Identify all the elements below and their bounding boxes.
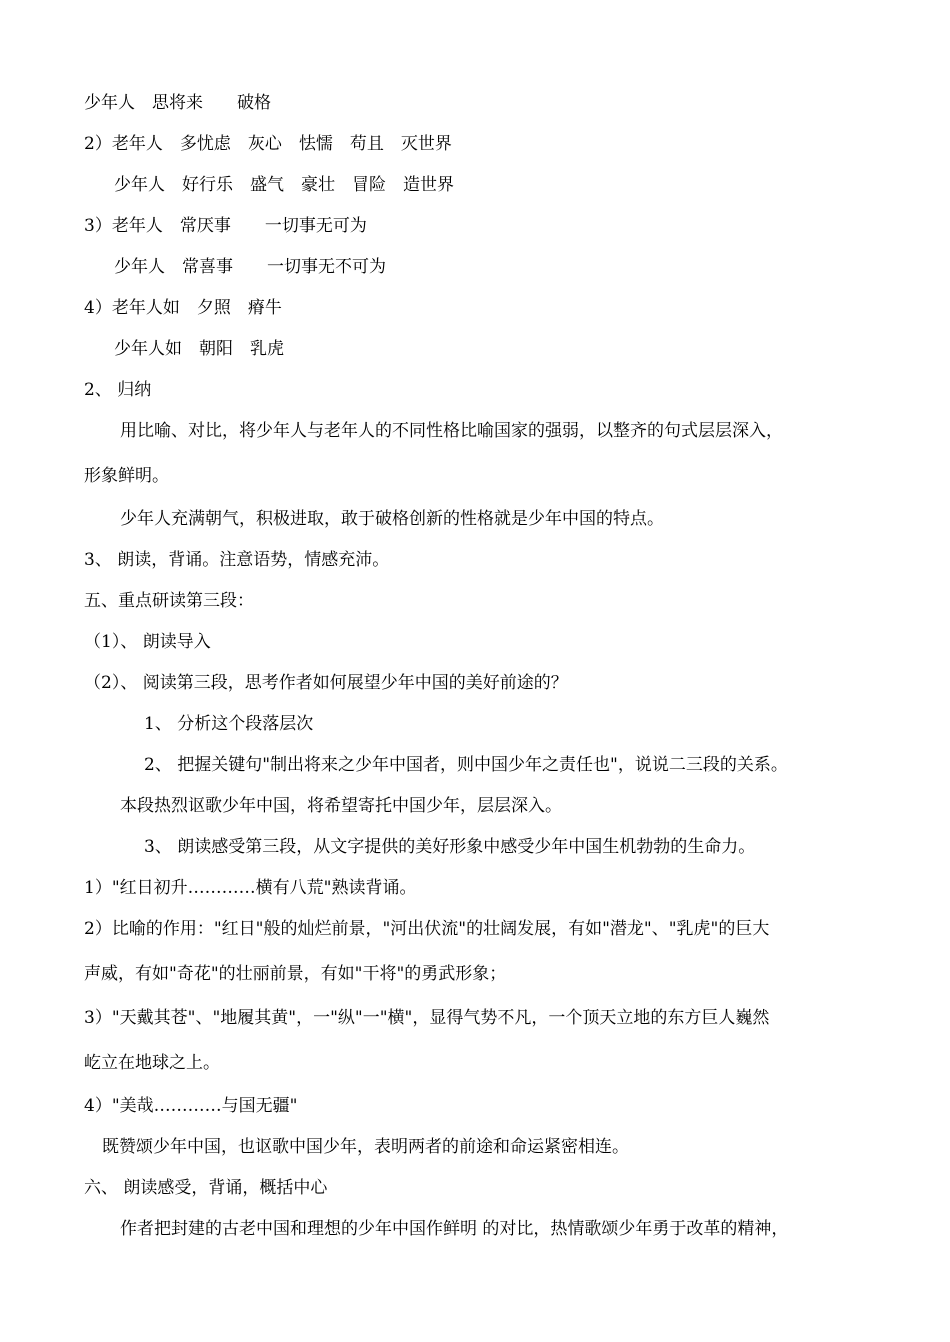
paragraph-line: 用比喻、对比，将少年人与老年人的不同性格比喻国家的强弱，以整齐的句式层层深入，: [120, 421, 783, 441]
paragraph-line: 本段热烈讴歌少年中国，将希望寄托中国少年，层层深入。: [120, 796, 562, 816]
text-line: 少年人 常喜事 一切事无不可为: [114, 257, 386, 277]
list-item: 1）"红日初升…………横有八荒"熟读背诵。: [84, 878, 417, 898]
paragraph-line: 既赞颂少年中国，也讴歌中国少年，表明两者的前途和命运紧密相连。: [102, 1137, 629, 1157]
text-line: 4）老年人如 夕照 瘠牛: [84, 298, 282, 318]
text-line: 2）老年人 多忧虑 灰心 怯懦 苟且 灭世界: [84, 134, 452, 154]
paragraph-line: 声威，有如"奇花"的壮丽前景，有如"干将"的勇武形象；: [84, 964, 507, 984]
section-heading: 六、 朗读感受，背诵，概括中心: [84, 1178, 328, 1198]
list-item: （2）、 阅读第三段，思考作者如何展望少年中国的美好前途的？: [84, 673, 568, 693]
text-line: 3）老年人 常厌事 一切事无可为: [84, 216, 367, 236]
list-item: 2、 把握关键句"制出将来之少年中国者，则中国少年之责任也"，说说二三段的关系。: [144, 755, 788, 775]
text-line: 少年人 好行乐 盛气 豪壮 冒险 造世界: [114, 175, 454, 195]
section-heading: 2、 归纳: [84, 380, 152, 400]
list-item: （1）、 朗读导入: [84, 632, 211, 652]
paragraph-line: 作者把封建的古老中国和理想的少年中国作鲜明 的对比，热情歌颂少年勇于改革的精神，: [120, 1219, 789, 1239]
list-item: 3、 朗读感受第三段，从文字提供的美好形象中感受少年中国生机勃勃的生命力。: [144, 837, 756, 857]
text-line: 少年人 思将来 破格: [84, 93, 271, 113]
text-line: 少年人如 朝阳 乳虎: [114, 339, 284, 359]
list-item: 2）比喻的作用："红日"般的灿烂前景，"河出伏流"的壮阔发展，有如"潜龙"、"乳虎"的巨大: [84, 919, 770, 939]
paragraph-line: 少年人充满朝气，积极进取，敢于破格创新的性格就是少年中国的特点。: [120, 509, 664, 529]
list-item: 1、 分析这个段落层次: [144, 714, 314, 734]
list-item: 3）"天戴其苍"、"地履其黄"，一"纵"一"横"，显得气势不凡，一个顶天立地的东方巨人巍然: [84, 1008, 770, 1028]
paragraph-line: 形象鲜明。: [84, 466, 169, 486]
section-heading: 3、 朗读，背诵。注意语势，情感充沛。: [84, 550, 390, 570]
paragraph-line: 屹立在地球之上。: [84, 1053, 220, 1073]
section-heading: 五、重点研读第三段：: [84, 591, 254, 611]
list-item: 4）"美哉…………与国无疆": [84, 1096, 298, 1116]
